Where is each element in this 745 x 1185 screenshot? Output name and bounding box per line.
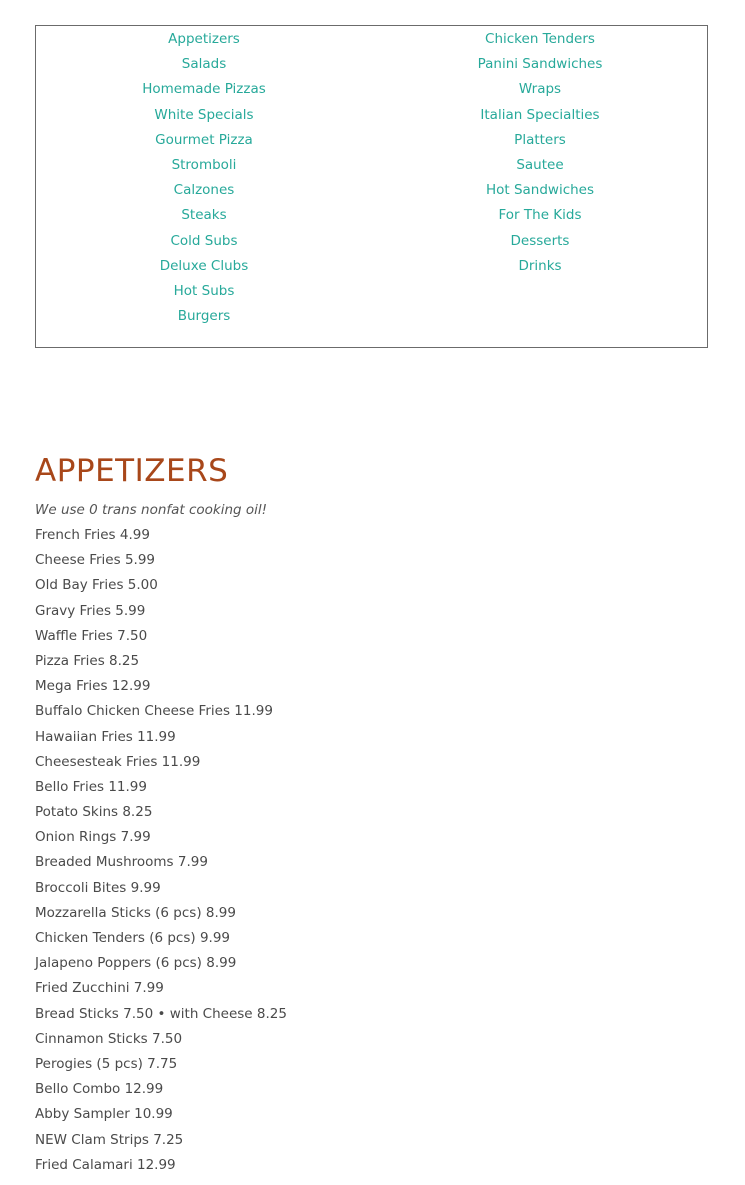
nav-link-appetizers[interactable]: Appetizers <box>168 31 240 47</box>
nav-link-salads[interactable]: Salads <box>181 56 227 73</box>
section-note: We use 0 trans nonfat cooking oil! <box>35 502 268 518</box>
section-heading-appetizers: APPETIZERS <box>35 453 229 489</box>
nav-link-chicken-tenders[interactable]: Chicken Tenders <box>485 31 595 47</box>
menu-item: Broccoli Bites 9.99 <box>35 879 161 896</box>
nav-link-for-the-kids[interactable]: For The Kids <box>498 207 582 224</box>
nav-link-cold-subs[interactable]: Cold Subs <box>170 232 238 249</box>
nav-link-platters[interactable]: Platters <box>514 131 566 148</box>
menu-item: NEW Clam Strips 7.25 <box>35 1131 184 1148</box>
nav-link-deluxe-clubs[interactable]: Deluxe Clubs <box>159 257 249 274</box>
nav-link-hot-sandwiches[interactable]: Hot Sandwiches <box>485 182 595 199</box>
menu-item: Waffle Fries 7.50 <box>35 627 148 644</box>
menu-item: French Fries 4.99 <box>35 527 150 543</box>
menu-item: Cheese Fries 5.99 <box>35 552 155 569</box>
menu-item: Potato Skins 8.25 <box>35 804 153 821</box>
category-nav-box <box>35 25 708 348</box>
nav-link-panini-sandwiches[interactable]: Panini Sandwiches <box>477 56 603 73</box>
appetizers-menu-list <box>35 523 287 1178</box>
nav-link-italian-specialties[interactable]: Italian Specialties <box>480 106 600 123</box>
menu-item: Bello Combo 12.99 <box>35 1081 164 1098</box>
nav-link-hot-subs[interactable]: Hot Subs <box>173 282 235 299</box>
nav-link-sautee[interactable]: Sautee <box>516 156 564 173</box>
nav-link-wraps[interactable]: Wraps <box>518 81 562 98</box>
nav-link-homemade-pizzas[interactable]: Homemade Pizzas <box>142 81 266 98</box>
menu-item: Fried Calamari 12.99 <box>35 1156 176 1173</box>
category-nav-right-column <box>372 26 708 279</box>
nav-link-desserts[interactable]: Desserts <box>510 232 570 249</box>
menu-item: Abby Sampler 10.99 <box>35 1106 173 1123</box>
nav-link-steaks[interactable]: Steaks <box>181 207 227 224</box>
nav-link-stromboli[interactable]: Stromboli <box>171 156 237 173</box>
menu-item: Old Bay Fries 5.00 <box>35 577 158 594</box>
menu-item: Jalapeno Poppers (6 pcs) 8.99 <box>35 955 237 972</box>
menu-item: Bello Fries 11.99 <box>35 778 147 795</box>
menu-item: Bread Sticks 7.50 • with Cheese 8.25 <box>35 1005 287 1022</box>
menu-item: Perogies (5 pcs) 7.75 <box>35 1055 178 1072</box>
menu-item: Pizza Fries 8.25 <box>35 652 140 669</box>
nav-link-gourmet-pizza[interactable]: Gourmet Pizza <box>155 131 253 148</box>
nav-link-burgers[interactable]: Burgers <box>177 308 231 325</box>
menu-item: Chicken Tenders (6 pcs) 9.99 <box>35 930 230 946</box>
nav-link-calzones[interactable]: Calzones <box>173 182 235 199</box>
menu-item: Mozzarella Sticks (6 pcs) 8.99 <box>35 904 236 921</box>
menu-item: Onion Rings 7.99 <box>35 829 151 846</box>
menu-item: Cinnamon Sticks 7.50 <box>35 1030 183 1047</box>
menu-item: Cheesesteak Fries 11.99 <box>35 753 201 770</box>
nav-link-white-specials[interactable]: White Specials <box>154 106 254 123</box>
menu-item: Fried Zucchini 7.99 <box>35 980 164 997</box>
menu-item: Mega Fries 12.99 <box>35 678 151 695</box>
nav-link-drinks[interactable]: Drinks <box>518 257 562 274</box>
menu-item: Buffalo Chicken Cheese Fries 11.99 <box>35 703 273 720</box>
menu-item: Gravy Fries 5.99 <box>35 602 146 619</box>
menu-item: Hawaiian Fries 11.99 <box>35 728 176 745</box>
menu-item: Breaded Mushrooms 7.99 <box>35 854 208 871</box>
category-nav-left-column <box>36 26 372 329</box>
